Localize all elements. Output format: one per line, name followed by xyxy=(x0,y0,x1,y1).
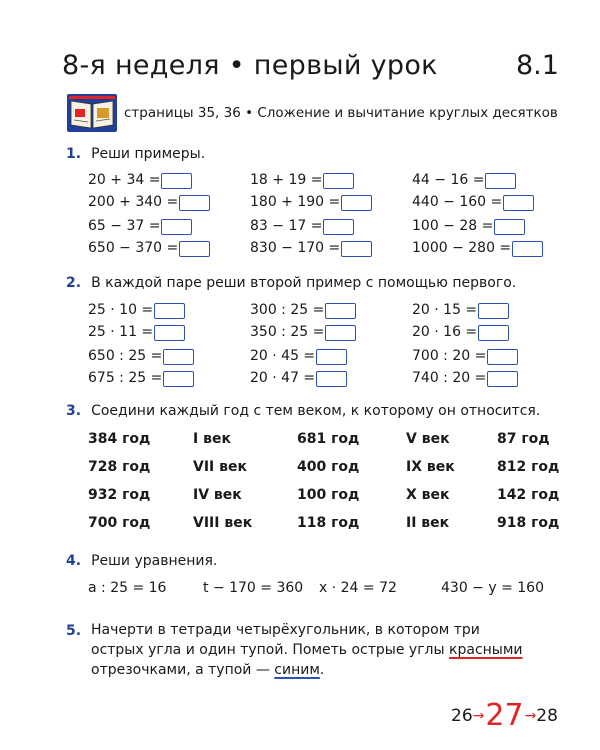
year-item[interactable]: 384 год xyxy=(88,431,151,447)
answer-box[interactable] xyxy=(478,325,509,341)
answer-box[interactable] xyxy=(485,173,516,189)
answer-box[interactable] xyxy=(161,219,192,235)
task-text-part: Начерти в тетради четырёхугольник, в котором три острых угла и один тупой. Пометь острые углы xyxy=(91,622,480,658)
equation: t − 170 = 360 xyxy=(203,580,304,596)
example-expression: 650 : 25 = xyxy=(88,348,163,364)
lesson-number: 8.1 xyxy=(516,50,559,81)
example-expression: 300 : 25 = xyxy=(250,302,325,318)
century-item[interactable]: VII век xyxy=(193,459,247,475)
answer-box[interactable] xyxy=(341,241,372,257)
example-expression: 440 − 160 = xyxy=(412,194,503,210)
answer-box[interactable] xyxy=(323,173,354,189)
year-item[interactable]: 142 год xyxy=(497,487,560,503)
example-expression: 740 : 20 = xyxy=(412,370,487,386)
task-text-part: отрезочками, а тупой — xyxy=(91,662,275,678)
exercise-number: 3. xyxy=(66,403,82,419)
example-expression: 675 : 25 = xyxy=(88,370,163,386)
example-expression: 20 · 45 = xyxy=(250,348,316,364)
example-expression: 200 + 340 = xyxy=(88,194,179,210)
example-expression: 180 + 190 = xyxy=(250,194,341,210)
red-underlined-word: красными xyxy=(449,642,523,658)
example-expression: 20 · 16 = xyxy=(412,324,478,340)
example-expression: 20 + 34 = xyxy=(88,172,161,188)
exercise-4-heading xyxy=(66,553,217,569)
exercise-instruction: Реши уравнения. xyxy=(91,553,218,569)
math-example xyxy=(250,301,356,320)
answer-box[interactable] xyxy=(341,195,372,211)
math-example xyxy=(412,347,518,366)
century-item[interactable]: V век xyxy=(406,431,450,447)
exercise-instruction: Соедини каждый год с тем веком, к которому он относится. xyxy=(91,403,541,419)
example-expression: 650 − 370 = xyxy=(88,240,179,256)
exercise-instruction: Реши примеры. xyxy=(91,146,206,162)
equation: 430 − y = 160 xyxy=(441,580,544,596)
math-example xyxy=(250,217,354,236)
math-example xyxy=(88,193,210,212)
math-example xyxy=(412,193,534,212)
math-example xyxy=(250,347,347,366)
equation: x · 24 = 72 xyxy=(319,580,397,596)
prev-page-number[interactable]: 26 xyxy=(451,705,473,726)
year-item[interactable]: 728 год xyxy=(88,459,151,475)
answer-box[interactable] xyxy=(503,195,534,211)
year-item[interactable]: 681 год xyxy=(297,431,360,447)
answer-box[interactable] xyxy=(161,173,192,189)
century-item[interactable]: IV век xyxy=(193,487,242,503)
example-expression: 1000 − 280 = xyxy=(412,240,512,256)
century-item[interactable]: IX век xyxy=(406,459,455,475)
answer-box[interactable] xyxy=(325,303,356,319)
exercise-number: 4. xyxy=(66,553,82,569)
example-expression: 83 − 17 = xyxy=(250,218,323,234)
example-expression: 20 · 15 = xyxy=(412,302,478,318)
answer-box[interactable] xyxy=(154,303,185,319)
year-item[interactable]: 932 год xyxy=(88,487,151,503)
year-item[interactable]: 812 год xyxy=(497,459,560,475)
math-example xyxy=(88,171,192,190)
answer-box[interactable] xyxy=(179,241,210,257)
example-expression: 100 − 28 = xyxy=(412,218,494,234)
math-example xyxy=(412,217,525,236)
example-expression: 44 − 16 = xyxy=(412,172,485,188)
arrow-right-icon: → xyxy=(472,707,485,724)
exercise-number: 2. xyxy=(66,275,82,291)
answer-box[interactable] xyxy=(325,325,356,341)
math-example xyxy=(412,301,509,320)
answer-box[interactable] xyxy=(154,325,185,341)
year-item[interactable]: 918 год xyxy=(497,515,560,531)
answer-box[interactable] xyxy=(163,371,194,387)
answer-box[interactable] xyxy=(323,219,354,235)
task-text-part: . xyxy=(319,662,325,678)
math-example xyxy=(88,323,185,342)
math-example xyxy=(412,239,543,258)
answer-box[interactable] xyxy=(478,303,509,319)
equation: а : 25 = 16 xyxy=(88,580,167,596)
page-navigation xyxy=(451,698,558,733)
math-example xyxy=(250,323,356,342)
year-item[interactable]: 118 год xyxy=(297,515,360,531)
exercise-5-text xyxy=(91,620,531,680)
exercise-5-number: 5. xyxy=(66,623,82,639)
century-item[interactable]: I век xyxy=(193,431,231,447)
current-page-number: 27 xyxy=(485,698,524,733)
century-item[interactable]: X век xyxy=(406,487,450,503)
exercise-number: 1. xyxy=(66,146,82,162)
math-example xyxy=(412,369,518,388)
math-example xyxy=(88,369,194,388)
math-example xyxy=(88,239,210,258)
answer-box[interactable] xyxy=(316,371,347,387)
exercise-3-heading xyxy=(66,403,540,419)
next-page-number[interactable]: 28 xyxy=(536,705,558,726)
arrow-right-icon: → xyxy=(524,707,537,724)
math-example xyxy=(88,217,192,236)
math-example xyxy=(250,193,372,212)
example-expression: 18 + 19 = xyxy=(250,172,323,188)
math-example xyxy=(412,323,509,342)
math-example xyxy=(88,347,194,366)
textbook-reference: страницы 35, 36 • Сложение и вычитание круглых десятков xyxy=(124,105,558,121)
answer-box[interactable] xyxy=(179,195,210,211)
year-item[interactable]: 87 год xyxy=(497,431,550,447)
exercise-instruction: В каждой паре реши второй пример с помощью первого. xyxy=(91,275,517,291)
example-expression: 20 · 47 = xyxy=(250,370,316,386)
answer-box[interactable] xyxy=(494,219,525,235)
open-book-icon xyxy=(66,93,118,133)
math-example xyxy=(412,171,516,190)
century-item[interactable]: VIII век xyxy=(193,515,253,531)
example-expression: 350 : 25 = xyxy=(250,324,325,340)
example-expression: 25 · 11 = xyxy=(88,324,154,340)
exercise-number xyxy=(66,620,81,639)
century-item[interactable]: II век xyxy=(406,515,450,531)
math-example xyxy=(250,369,347,388)
answer-box[interactable] xyxy=(316,349,347,365)
answer-box[interactable] xyxy=(487,371,518,387)
math-example xyxy=(250,239,372,258)
answer-box[interactable] xyxy=(487,349,518,365)
year-item[interactable]: 100 год xyxy=(297,487,360,503)
exercise-1-heading xyxy=(66,146,205,162)
year-item[interactable]: 400 год xyxy=(297,459,360,475)
answer-box[interactable] xyxy=(163,349,194,365)
answer-box[interactable] xyxy=(512,241,543,257)
example-expression: 65 − 37 = xyxy=(88,218,161,234)
math-example xyxy=(250,171,354,190)
example-expression: 700 : 20 = xyxy=(412,348,487,364)
year-item[interactable]: 700 год xyxy=(88,515,151,531)
page-title: 8-я неделя • первый урок xyxy=(62,50,438,81)
example-expression: 25 · 10 = xyxy=(88,302,154,318)
exercise-2-heading xyxy=(66,275,516,291)
blue-underlined-word: синим xyxy=(274,662,320,678)
math-example xyxy=(88,301,185,320)
example-expression: 830 − 170 = xyxy=(250,240,341,256)
